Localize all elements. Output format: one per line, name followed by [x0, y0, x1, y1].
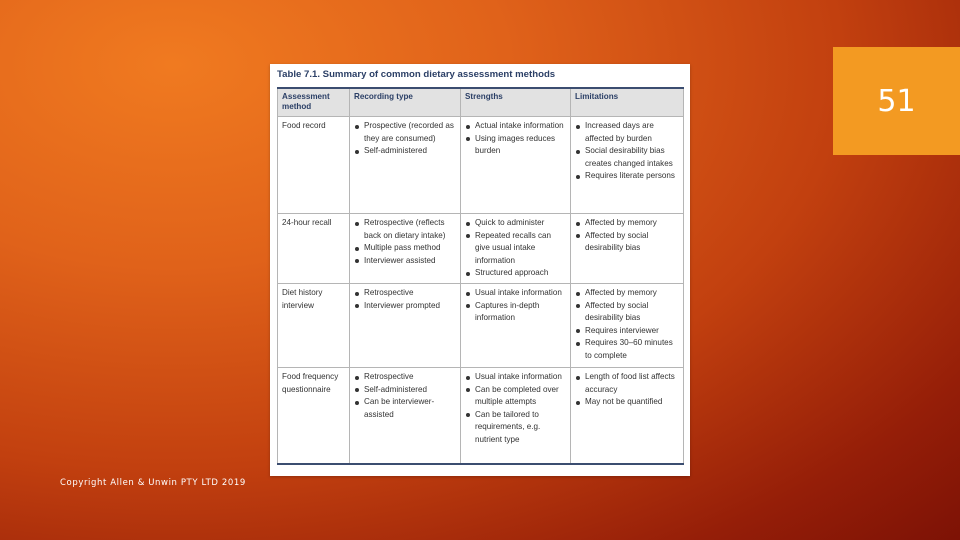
list-item: Can be completed over multiple attempts — [465, 384, 566, 409]
list-item: Retrospective — [354, 287, 456, 300]
list-item: Prospective (recorded as they are consumed) — [354, 120, 456, 145]
table-image — [270, 64, 690, 476]
list-item: Quick to administer — [465, 217, 566, 230]
slide-number-badge — [833, 47, 960, 155]
list-item: Affected by memory — [575, 217, 679, 230]
cell-limitations — [571, 368, 684, 464]
list-item: Affected by memory — [575, 287, 679, 300]
cell-limitations — [571, 214, 684, 284]
list-item: Actual intake information — [465, 120, 566, 133]
list-item: Using images reduces burden — [465, 133, 566, 158]
list-item: Self-administered — [354, 145, 456, 158]
list-item: Can be tailored to requirements, e.g. nutrient type — [465, 409, 566, 447]
header-recording-type: Recording type — [350, 88, 461, 117]
list-item: Requires 30–60 minutes to complete — [575, 337, 679, 362]
cell-recording — [350, 117, 461, 214]
table-header-row — [278, 88, 684, 117]
dietary-methods-table — [277, 87, 684, 465]
list-item: Can be interviewer-assisted — [354, 396, 456, 421]
header-assessment-method: Assessment method — [278, 88, 350, 117]
header-strengths: Strengths — [461, 88, 571, 117]
cell-limitations — [571, 284, 684, 368]
list-item: Retrospective (reflects back on dietary intake) — [354, 217, 456, 242]
list-item: Self-administered — [354, 384, 456, 397]
cell-strengths — [461, 214, 571, 284]
cell-recording — [350, 284, 461, 368]
list-item: Increased days are affected by burden — [575, 120, 679, 145]
list-item: Repeated recalls can give usual intake information — [465, 230, 566, 268]
list-item: Length of food list affects accuracy — [575, 371, 679, 396]
slide-number: 51 — [877, 83, 916, 119]
cell-method: Food frequency questionnaire — [278, 368, 350, 464]
table-row — [278, 117, 684, 214]
cell-strengths — [461, 368, 571, 464]
cell-recording — [350, 368, 461, 464]
list-item: Structured approach — [465, 267, 566, 280]
list-item: Affected by social desirability bias — [575, 300, 679, 325]
cell-strengths — [461, 117, 571, 214]
cell-method: Diet history interview — [278, 284, 350, 368]
table-row — [278, 284, 684, 368]
list-item: Interviewer assisted — [354, 255, 456, 268]
list-item: Requires interviewer — [575, 325, 679, 338]
copyright-footer: Copyright Allen & Unwin PTY LTD 2019 — [60, 478, 246, 488]
list-item: Usual intake information — [465, 287, 566, 300]
list-item: Retrospective — [354, 371, 456, 384]
cell-method: Food record — [278, 117, 350, 214]
list-item: Captures in-depth information — [465, 300, 566, 325]
table-row — [278, 368, 684, 464]
list-item: Affected by social desirability bias — [575, 230, 679, 255]
table-row — [278, 214, 684, 284]
cell-limitations — [571, 117, 684, 214]
list-item: Interviewer prompted — [354, 300, 456, 313]
header-limitations: Limitations — [571, 88, 684, 117]
list-item: Usual intake information — [465, 371, 566, 384]
list-item: Requires literate persons — [575, 170, 679, 183]
cell-strengths — [461, 284, 571, 368]
list-item: May not be quantified — [575, 396, 679, 409]
list-item: Multiple pass method — [354, 242, 456, 255]
list-item: Social desirability bias creates changed intakes — [575, 145, 679, 170]
cell-recording — [350, 214, 461, 284]
table-title: Table 7.1. Summary of common dietary assessment methods — [277, 69, 556, 80]
cell-method: 24-hour recall — [278, 214, 350, 284]
